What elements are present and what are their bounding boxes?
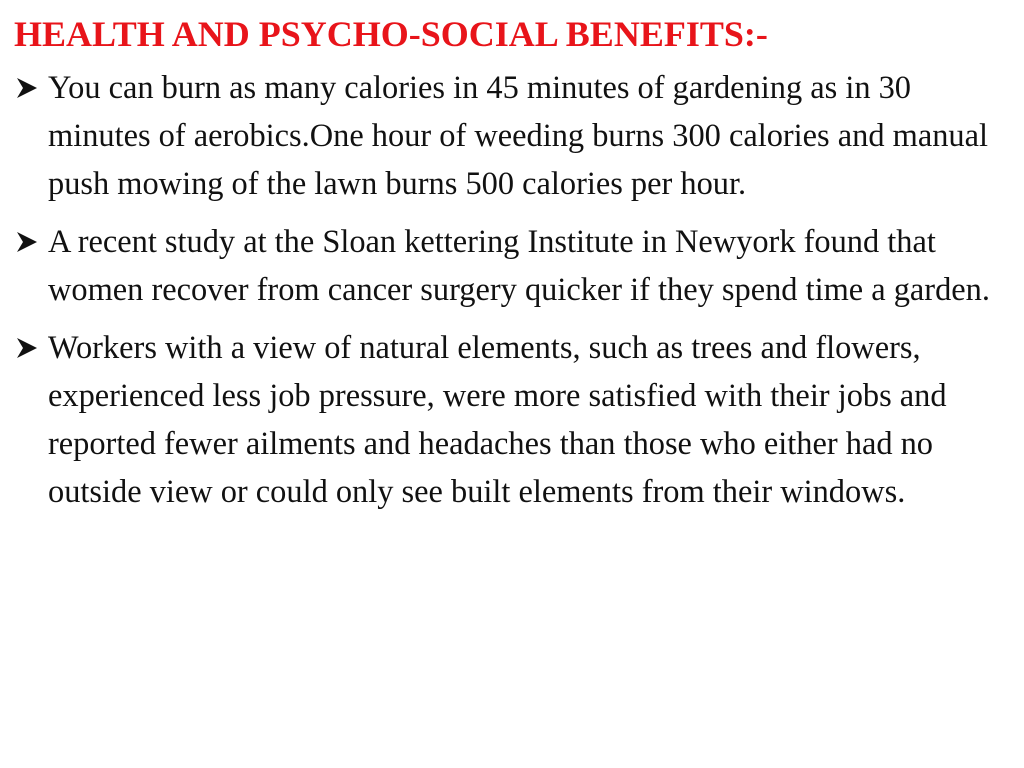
arrow-bullet-icon [14,324,48,372]
arrow-bullet-icon [14,64,48,112]
bullet-text: A recent study at the Sloan kettering Institute in Newyork found that women recover from cancer surgery quicker if they spend time a garden. [48,224,990,308]
arrow-bullet-icon [14,218,48,266]
bullet-list [14,64,1010,516]
bullet-item [14,324,1010,516]
bullet-text: Workers with a view of natural elements, such as trees and flowers, experienced less job pressure, were more satisfied with their jobs and reported fewer ailments and headaches than those who either had no outside view or could only see built elements from their windows. [48,330,947,510]
slide-title: HEALTH AND PSYCHO-SOCIAL BENEFITS:- [14,14,768,54]
bullet-item [14,218,1010,314]
bullet-item [14,64,1010,208]
bullet-text: You can burn as many calories in 45 minutes of gardening as in 30 minutes of aerobics.One hour of weeding burns 300 calories and manual push mowing of the lawn burns 500 calories per hour. [48,70,988,202]
